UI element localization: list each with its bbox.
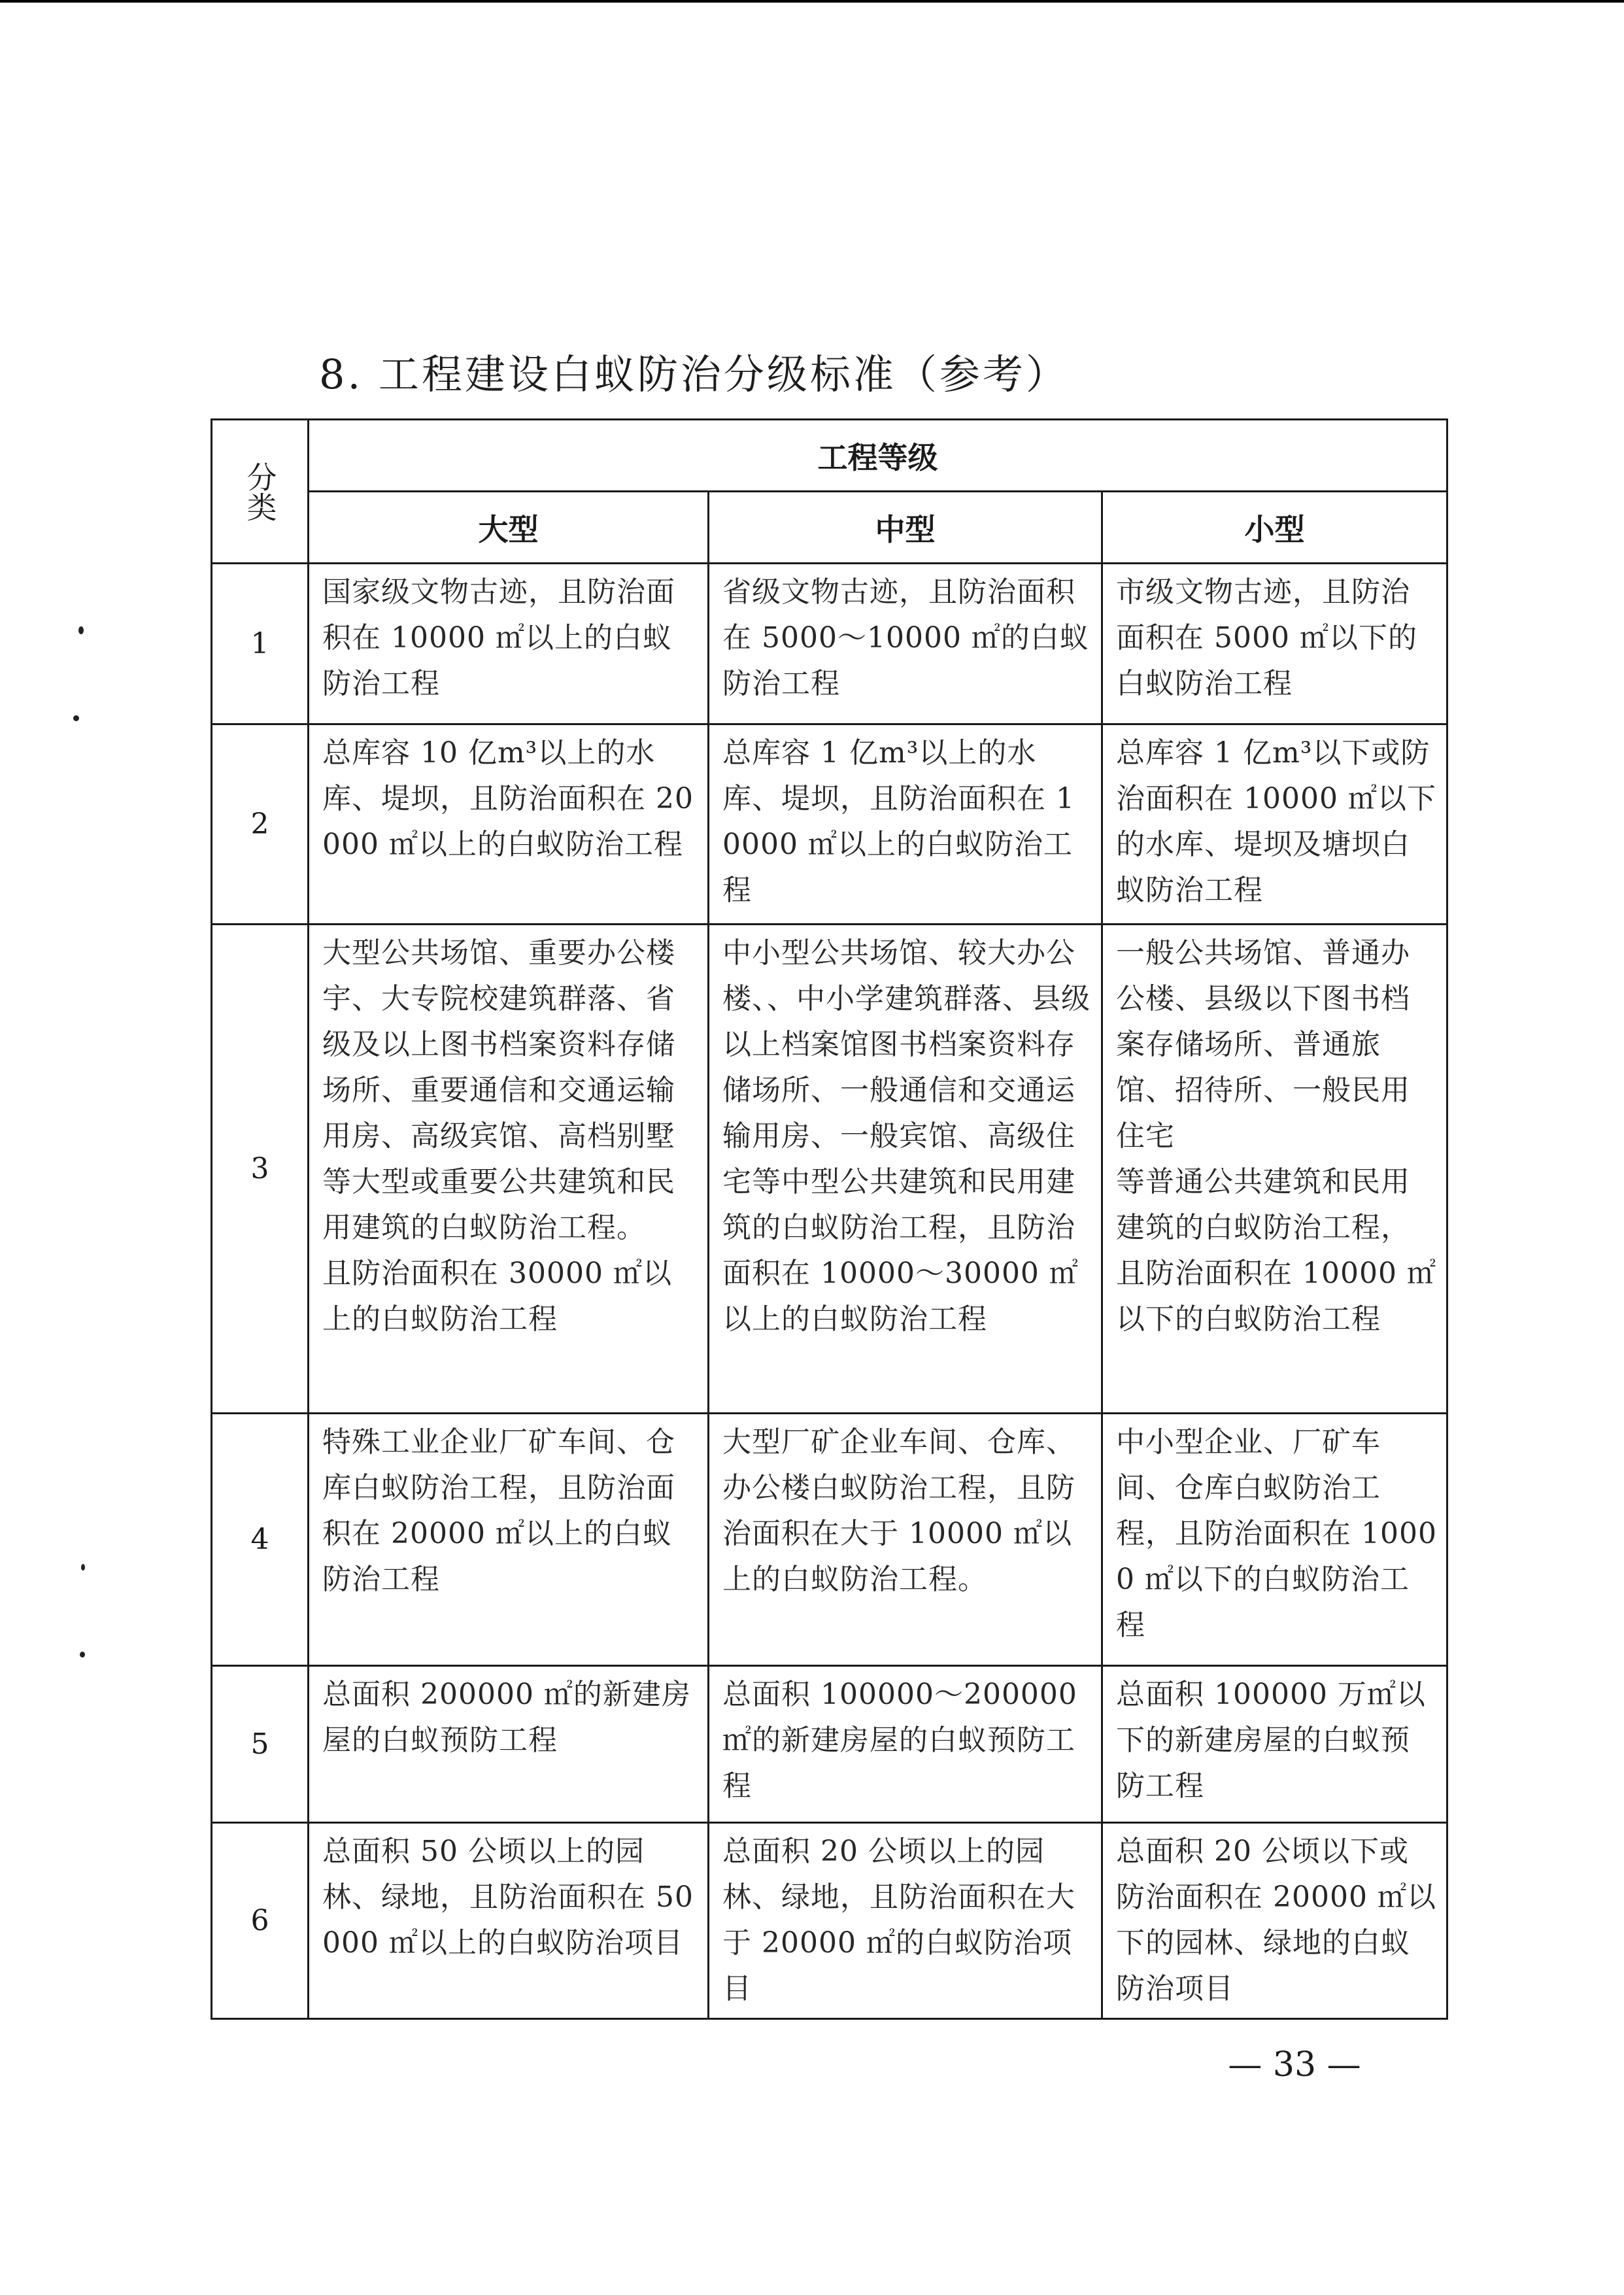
cell-large: 总面积 50 公顷以上的园林、绿地，且防治面积在 50000 ㎡以上的白蚁防治项目 [309, 1823, 709, 2019]
cell-small: 市级文物古迹，且防治面积在 5000 ㎡以下的白蚁防治工程 [1102, 564, 1447, 724]
table-row [212, 564, 1447, 724]
termite-grade-table [211, 418, 1448, 2020]
scan-speck [81, 1564, 85, 1571]
cell-large: 大型公共场馆、重要办公楼宇、大专院校建筑群落、省级及以上图书档案资料存储场所、重要通信和交通运输用房、高级宾馆、高档别墅等大型或重要公共建筑和民用建筑的白蚁防治工程。 且防治面积在 30000 ㎡以上的白蚁防治工程 [309, 925, 709, 1414]
row-category: 3 [212, 925, 309, 1414]
cell-medium: 大型厂矿企业车间、仓库、办公楼白蚁防治工程，且防治面积在大于 10000 ㎡以上的白蚁防治工程。 [709, 1414, 1102, 1666]
cell-medium: 总面积 100000～200000 ㎡的新建房屋的白蚁预防工程 [709, 1666, 1102, 1823]
row-category: 4 [212, 1414, 309, 1666]
cell-small: 总面积 100000 万㎡以下的新建房屋的白蚁预防工程 [1102, 1666, 1447, 1823]
table-row [212, 1414, 1447, 1666]
table-row [212, 1823, 1447, 2019]
column-header-medium: 中型 [709, 492, 1102, 564]
cell-small: 总库容 1 亿m³以下或防治面积在 10000 ㎡以下的水库、堤坝及塘坝白蚁防治工程 [1102, 724, 1447, 925]
scan-speck [73, 715, 79, 721]
scan-speck [80, 1652, 85, 1658]
cell-small: 中小型企业、厂矿车间、仓库白蚁防治工程，且防治面积在 10000 ㎡以下的白蚁防治工程 [1102, 1414, 1447, 1666]
page-heading: 8. 工程建设白蚁防治分级标准（参考） [319, 350, 1069, 398]
table-header-row [212, 420, 1447, 492]
cell-large: 总面积 200000 ㎡的新建房屋的白蚁预防工程 [309, 1666, 709, 1823]
page-number: — 33 — [1228, 2045, 1361, 2084]
cell-large: 特殊工业企业厂矿车间、仓库白蚁防治工程，且防治面积在 20000 ㎡以上的白蚁防治工程 [309, 1414, 709, 1666]
table-row [212, 925, 1447, 1414]
cell-medium: 总面积 20 公顷以上的园林、绿地，且防治面积在大于 20000 ㎡的白蚁防治项目 [709, 1823, 1102, 2019]
cell-large: 总库容 10 亿m³以上的水库、堤坝，且防治面积在 20000 ㎡以上的白蚁防治工程 [309, 724, 709, 925]
cell-small: 一般公共场馆、普通办公楼、县级以下图书档案存储场所、普通旅馆、招待所、一般民用住宅 等普通公共建筑和民用建筑的白蚁防治工程，且防治面积在 10000 ㎡以下的白蚁防治工程 [1102, 925, 1447, 1414]
column-header-large: 大型 [309, 492, 709, 564]
cell-small: 总面积 20 公顷以下或防治面积在 20000 ㎡以下的园林、绿地的白蚁防治项目 [1102, 1823, 1447, 2019]
category-header-cell [212, 420, 309, 564]
row-category: 6 [212, 1823, 309, 2019]
scan-speck [78, 626, 84, 634]
row-category: 1 [212, 564, 309, 724]
cell-medium: 中小型公共场馆、较大办公楼、、中小学建筑群落、县级以上档案馆图书档案资料存储场所、一般通信和交通运输用房、一般宾馆、高级住宅等中型公共建筑和民用建筑的白蚁防治工程，且防治面积在 10000～30000 ㎡以上的白蚁防治工程 [709, 925, 1102, 1414]
row-category: 2 [212, 724, 309, 925]
table-row [212, 1666, 1447, 1823]
column-header-row [212, 492, 1447, 564]
row-category: 5 [212, 1666, 309, 1823]
cell-medium: 省级文物古迹，且防治面积在 5000～10000 ㎡的白蚁防治工程 [709, 564, 1102, 724]
table-row [212, 724, 1447, 925]
column-header-small: 小型 [1102, 492, 1447, 564]
cell-medium: 总库容 1 亿m³以上的水库、堤坝，且防治面积在 10000 ㎡以上的白蚁防治工程 [709, 724, 1102, 925]
grade-header: 工程等级 [309, 420, 1447, 492]
top-border-line [0, 0, 1624, 3]
cell-large: 国家级文物古迹，且防治面积在 10000 ㎡以上的白蚁防治工程 [309, 564, 709, 724]
category-header: 分类 [242, 461, 278, 522]
